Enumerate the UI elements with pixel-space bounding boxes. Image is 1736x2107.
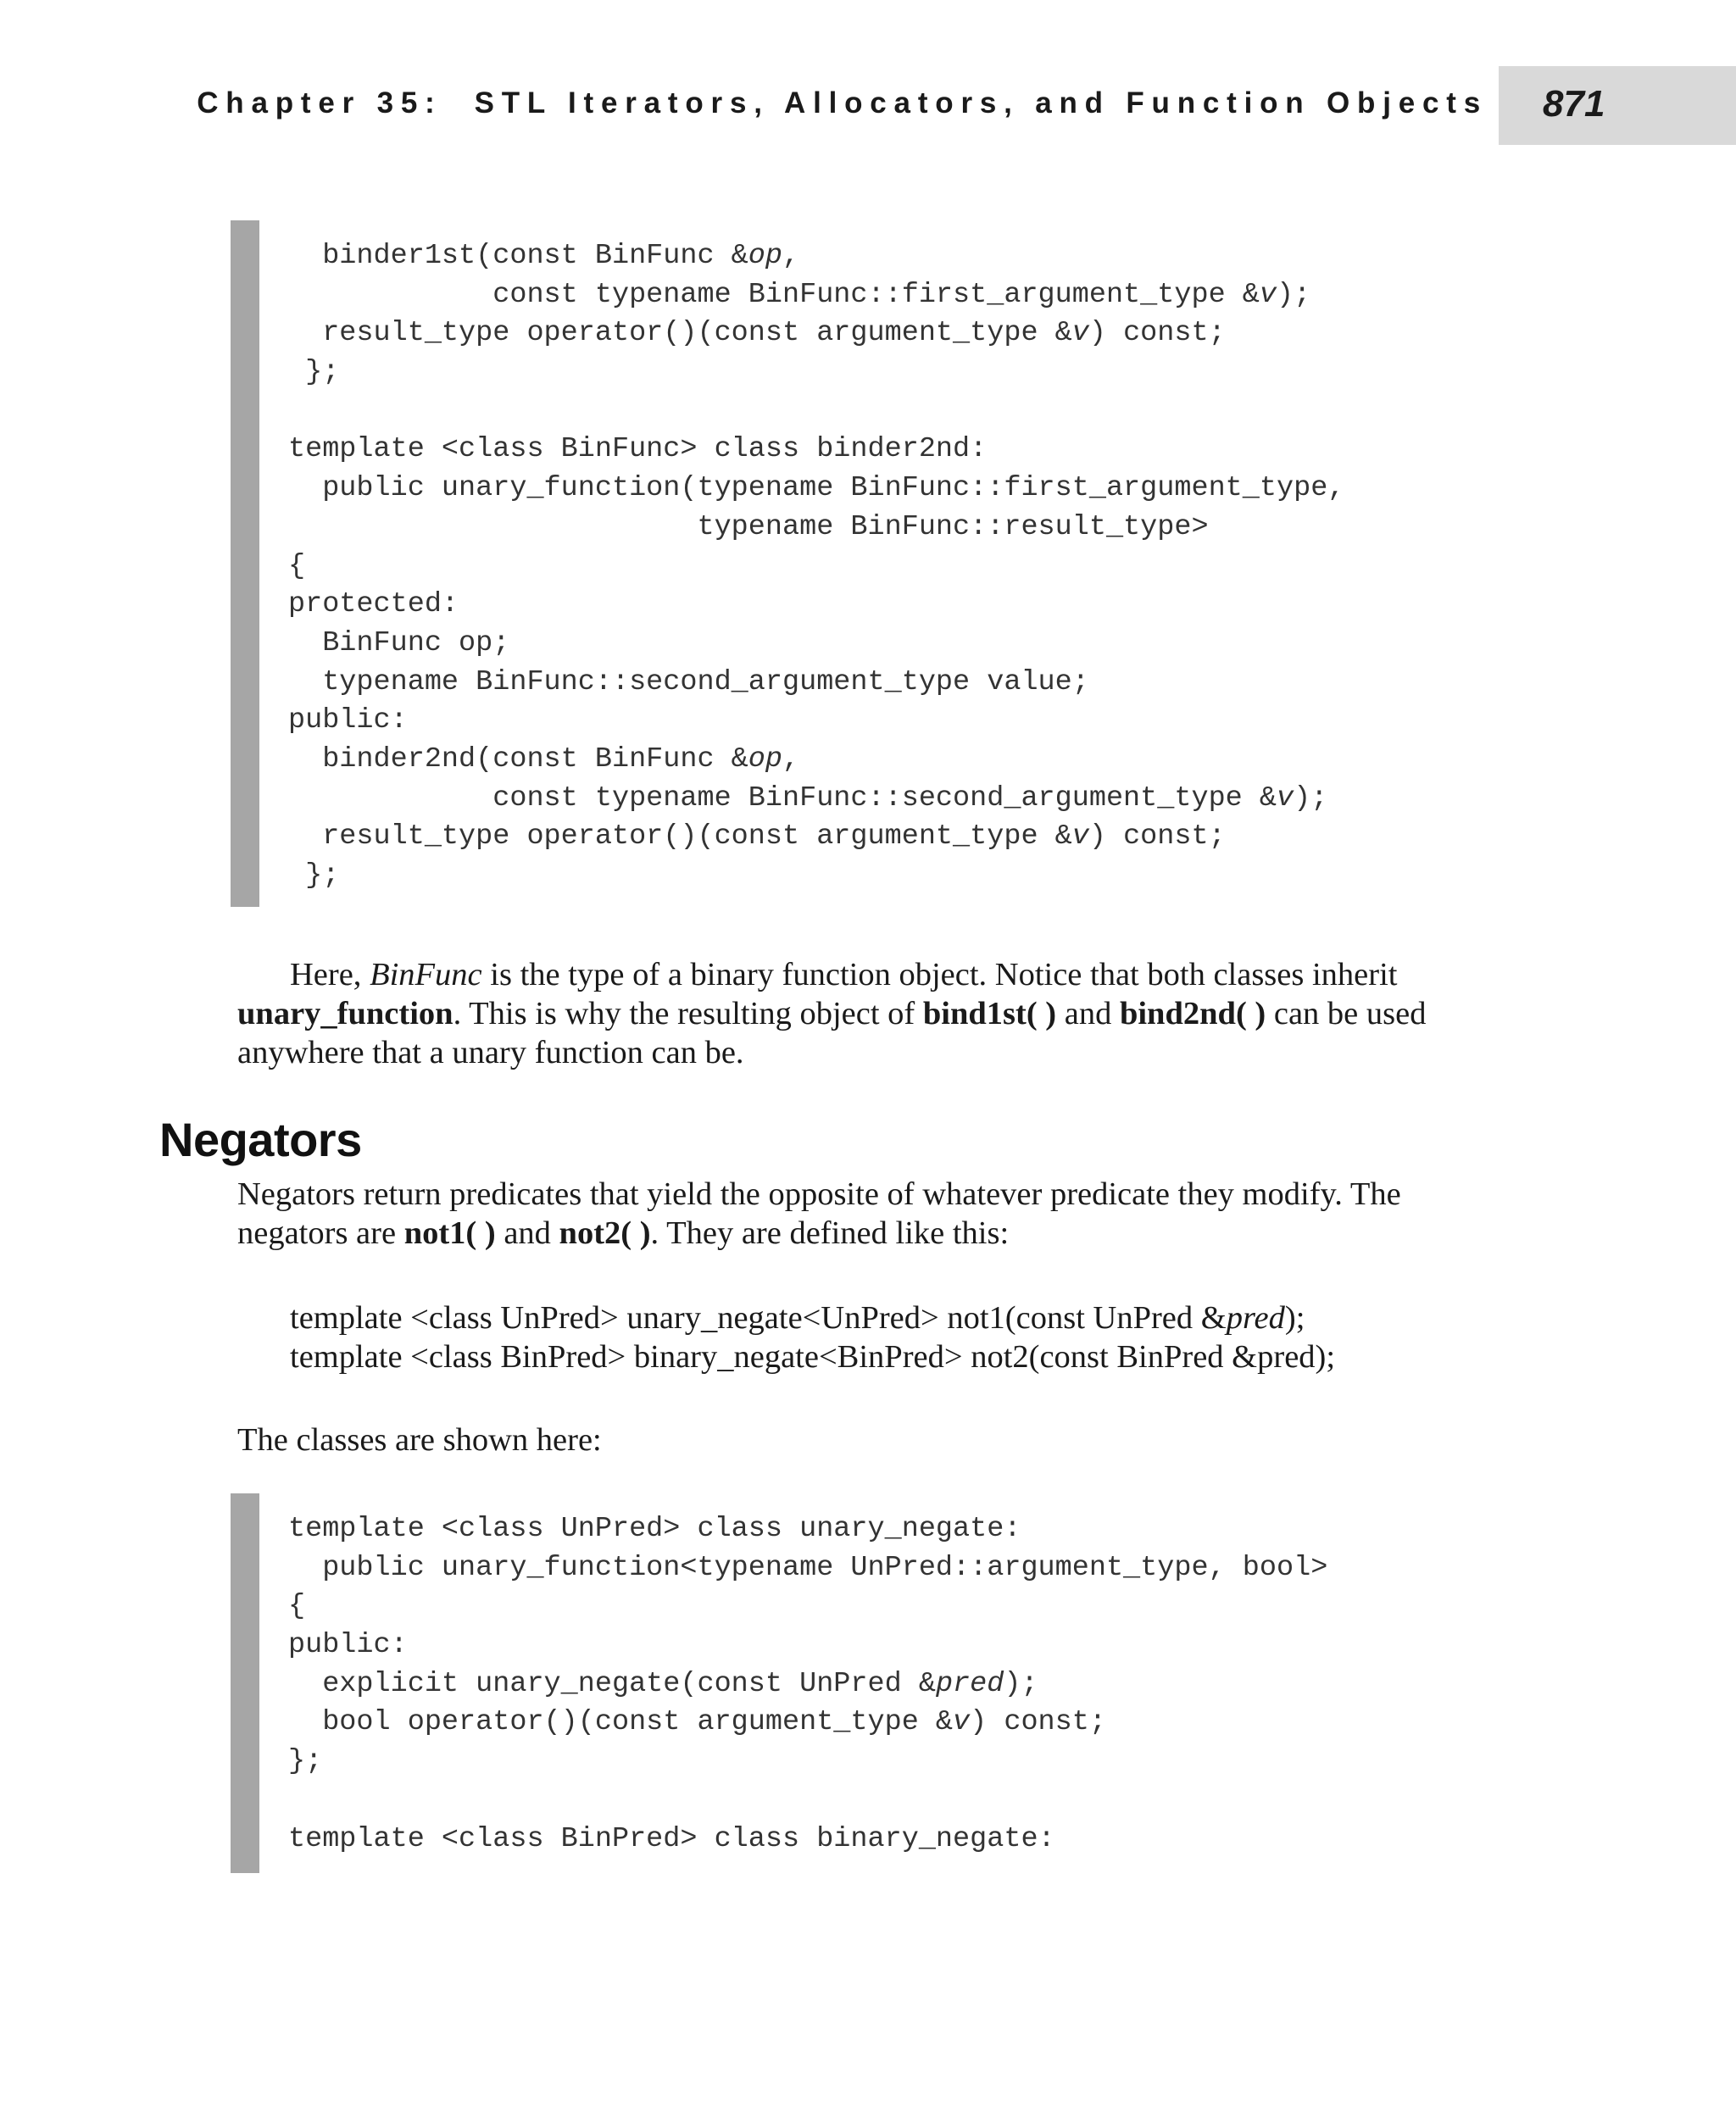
term-not1: not1( ) (403, 1215, 496, 1251)
code-text: BinFunc op; (288, 626, 510, 659)
text-run: ); (1284, 1300, 1305, 1336)
code-text: const typename BinFunc::second_argument_type & (288, 781, 1277, 814)
code-text: { (288, 549, 306, 582)
code-margin-bar (231, 1493, 259, 1873)
code-line (288, 1782, 1327, 1821)
text-run: can be used anywhere that a unary function can be. (237, 996, 1427, 1070)
code-line (288, 276, 1344, 315)
paragraph-binfunc (237, 955, 1492, 1072)
code-text: template <class BinFunc> class binder2nd: (288, 433, 988, 466)
code-line (288, 509, 1344, 548)
code-param: pred (935, 1667, 1004, 1700)
code-text: , (782, 240, 800, 272)
code-text: ) const; (1088, 820, 1226, 853)
code-line (288, 1821, 1327, 1860)
code-text: ); (1004, 1667, 1038, 1700)
code-text: }; (288, 356, 340, 389)
code-line (288, 702, 1344, 741)
code-param: v (1259, 278, 1277, 311)
code-text: const typename BinFunc::first_argument_type & (288, 278, 1260, 311)
code-line (288, 586, 1344, 625)
chapter-label: Chapter 35: (197, 86, 442, 120)
code-param: v (953, 1706, 971, 1739)
code-text: public unary_function(typename BinFunc::first_argument_type, (288, 472, 1345, 505)
negator-prototypes (290, 1298, 1335, 1376)
term-bind2nd: bind2nd( ) (1119, 996, 1266, 1031)
text-run: is the type of a binary function object. Notice that both classes inherit (481, 957, 1398, 992)
code-text: }; (288, 859, 340, 892)
code-text: ) const; (1088, 317, 1226, 350)
code-text: binder1st(const BinFunc & (288, 240, 748, 272)
code-param: v (1071, 820, 1089, 853)
paragraph-classes-intro: The classes are shown here: (237, 1422, 602, 1458)
code-lines (288, 1510, 1327, 1859)
page-number: 871 (1543, 83, 1605, 125)
code-line (288, 470, 1344, 509)
code-text: bool operator()(const argument_type & (288, 1706, 954, 1739)
code-text: result_type operator()(const argument_type & (288, 820, 1072, 853)
text-run: template <class UnPred> unary_negate<UnPred> not1(const UnPred & (290, 1300, 1227, 1336)
code-lines (288, 237, 1344, 896)
code-param: op (748, 240, 783, 272)
page-number-tab (1499, 66, 1736, 145)
code-line (288, 1510, 1327, 1549)
code-margin-bar (231, 220, 259, 907)
code-param: v (1071, 317, 1089, 350)
term-bind1st: bind1st( ) (922, 996, 1057, 1031)
code-text: explicit unary_negate(const UnPred & (288, 1667, 936, 1700)
code-text: ); (1294, 781, 1328, 814)
term-binfunc: BinFunc (370, 957, 482, 992)
code-text: }; (288, 1745, 323, 1778)
text-run: Negators return predicates that yield the opposite of whatever predicate they modify. The negators are (237, 1176, 1401, 1251)
param-pred: pred (1226, 1300, 1285, 1336)
term-unary-function: unary_function (237, 996, 453, 1031)
code-line (288, 392, 1344, 431)
code-text: { (288, 1590, 306, 1623)
code-text: binder2nd(const BinFunc & (288, 742, 748, 776)
section-heading-negators: Negators (159, 1113, 362, 1166)
code-text: public unary_function<typename UnPred::argument_type, bool> (288, 1551, 1328, 1584)
code-line (288, 431, 1344, 470)
code-line (288, 1549, 1327, 1588)
text-run: and (495, 1215, 559, 1251)
code-line (288, 1704, 1327, 1743)
code-line (288, 1626, 1327, 1665)
chapter-title: STL Iterators, Allocators, and Function Objects (474, 86, 1488, 120)
paragraph-negators (237, 1175, 1492, 1253)
code-line (288, 818, 1344, 857)
code-line (288, 237, 1344, 276)
code-line (288, 741, 1344, 780)
code-line (288, 625, 1344, 664)
code-text: result_type operator()(const argument_type & (288, 317, 1072, 350)
code-line (288, 780, 1344, 819)
code-text: template <class BinPred> class binary_negate: (288, 1822, 1055, 1855)
code-text: template <class UnPred> class unary_negate: (288, 1513, 1021, 1545)
code-line (288, 1587, 1327, 1626)
text-run: . This is why the resulting object of (453, 996, 923, 1031)
code-line (288, 314, 1344, 353)
text-run: Here, (290, 957, 370, 992)
code-text: public: (288, 704, 408, 737)
code-line (288, 857, 1344, 896)
text-run: . They are defined like this: (650, 1215, 1010, 1251)
term-not2: not2( ) (559, 1215, 651, 1251)
code-text: protected: (288, 588, 459, 621)
prototype-not1 (290, 1298, 1335, 1337)
code-text: , (782, 742, 800, 776)
code-text: typename BinFunc::second_argument_type value; (288, 665, 1089, 698)
code-param: v (1277, 781, 1294, 814)
code-line (288, 353, 1344, 392)
code-line (288, 1743, 1327, 1782)
code-line (288, 1665, 1327, 1704)
code-param: op (748, 742, 783, 776)
prototype-not2: template <class BinPred> binary_negate<BinPred> not2(const BinPred &pred); (290, 1339, 1336, 1375)
code-text: typename BinFunc::result_type> (288, 510, 1209, 543)
code-line (288, 548, 1344, 587)
code-text: ) const; (970, 1706, 1106, 1739)
text-run: and (1056, 996, 1120, 1031)
code-text: public: (288, 1629, 408, 1662)
running-header (0, 86, 1488, 120)
code-line (288, 664, 1344, 703)
code-text: ); (1277, 278, 1311, 311)
